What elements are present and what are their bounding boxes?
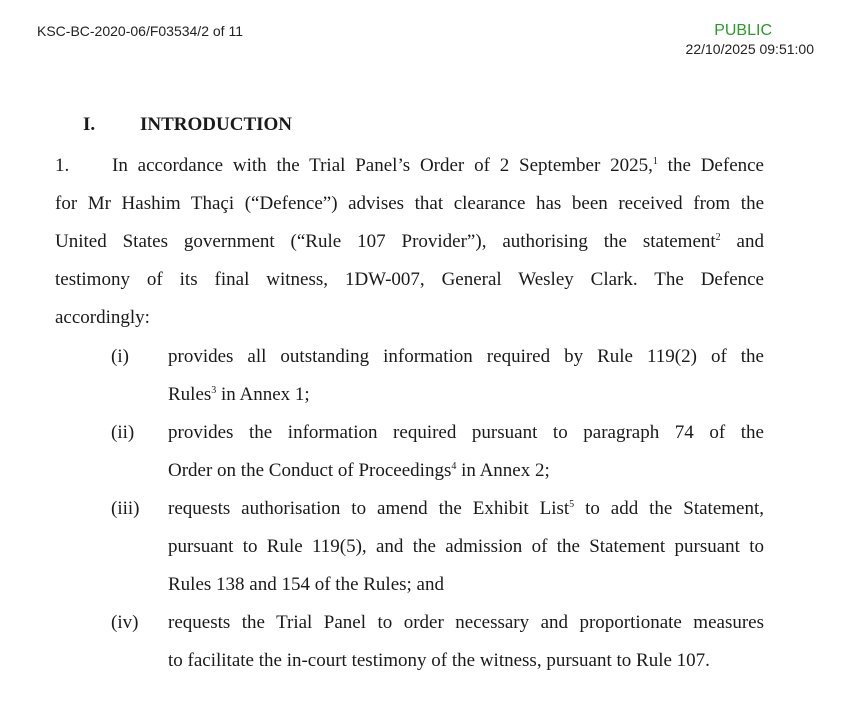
paragraph-line xyxy=(55,230,764,254)
item-line xyxy=(168,383,310,407)
line-text: to facilitate the in-court testimony of the witness, pursuant to Rule 107. xyxy=(168,650,710,671)
item-label: (iii) xyxy=(111,498,140,519)
line-text: in Annex 2; xyxy=(456,460,550,481)
line-text: provides the information required pursuant to paragraph 74 of the xyxy=(168,422,764,443)
line-text: testimony of its final witness, 1DW-007, General Wesley Clark. The Defence xyxy=(55,269,764,290)
paragraph-number: 1. xyxy=(55,155,70,176)
line-text: to add the Statement, xyxy=(574,498,764,519)
paragraph-line xyxy=(112,154,764,178)
paragraph-line xyxy=(55,306,150,330)
line-text: and xyxy=(720,231,764,252)
paragraph-line xyxy=(55,268,764,292)
line-text: requests authorisation to amend the Exhibit List xyxy=(168,498,570,519)
item-line xyxy=(168,459,550,483)
item-line xyxy=(168,535,764,559)
item-label: (ii) xyxy=(111,422,135,443)
classification-label: PUBLIC xyxy=(714,22,772,39)
line-text: pursuant to Rule 119(5), and the admission of the Statement pursuant to xyxy=(168,536,764,557)
line-text: in Annex 1; xyxy=(216,384,310,405)
item-label: (i) xyxy=(111,346,129,367)
line-text: provides all outstanding information required by Rule 119(2) of the xyxy=(168,346,764,367)
document-id: KSC-BC-2020-06/F03534/2 of 11 xyxy=(37,23,243,39)
section-title: INTRODUCTION xyxy=(140,114,293,135)
item-line xyxy=(168,649,710,673)
line-text: accordingly: xyxy=(55,307,150,328)
footnote-ref[interactable]: 4 xyxy=(451,461,457,472)
timestamp: 22/10/2025 09:51:00 xyxy=(685,41,814,57)
item-line xyxy=(168,573,444,597)
line-text: the Defence xyxy=(657,155,764,176)
line-text: Rules 138 and 154 of the Rules; and xyxy=(168,574,444,595)
item-line xyxy=(168,421,764,445)
line-text: for Mr Hashim Thaçi (“Defence”) advises that clearance has been received from the xyxy=(55,193,764,214)
footnote-ref[interactable]: 1 xyxy=(652,156,658,167)
line-text: Rules xyxy=(168,384,212,405)
footnote-ref[interactable]: 2 xyxy=(715,232,721,243)
item-line xyxy=(168,497,764,521)
item-label: (iv) xyxy=(111,612,139,633)
footnote-ref[interactable]: 3 xyxy=(211,385,217,396)
line-text: United States government (“Rule 107 Provider”), authorising the statement xyxy=(55,231,716,252)
footnote-ref[interactable]: 5 xyxy=(569,499,575,510)
line-text: requests the Trial Panel to order necessary and proportionate measures xyxy=(168,612,764,633)
item-line xyxy=(168,611,764,635)
item-line xyxy=(168,345,764,369)
line-text: Order on the Conduct of Proceedings xyxy=(168,460,452,481)
paragraph-line xyxy=(55,192,764,216)
line-text: In accordance with the Trial Panel’s Order of 2 September 2025, xyxy=(112,155,653,176)
section-number: I. xyxy=(83,114,96,135)
